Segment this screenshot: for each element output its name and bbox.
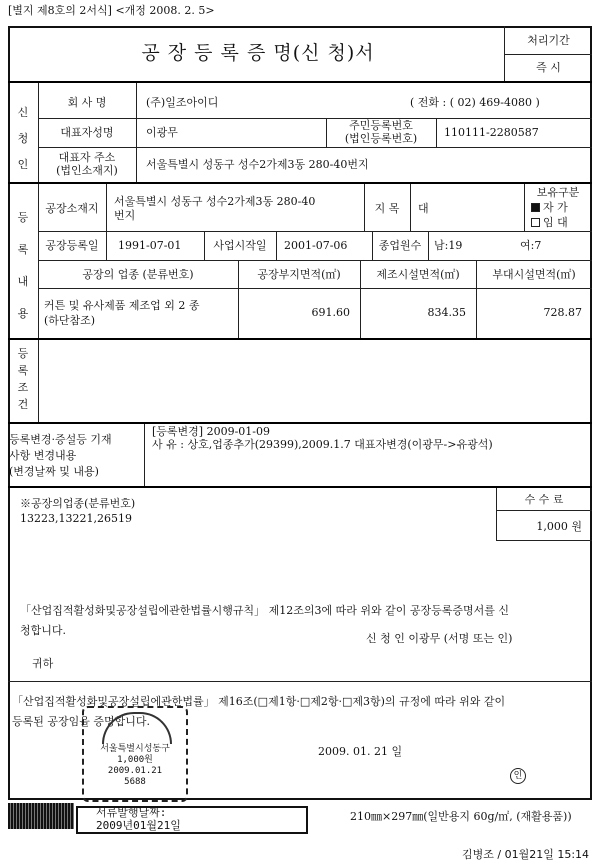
company-value: (주)일조아이디	[146, 96, 219, 109]
certification-statement: 「산업집적활성화및공장설립에관한법률」 제16조(□제1항·□제2항·□제3항)의 규정에 따라 위와 같이 등록된 공장임을 증명합니다.	[12, 695, 506, 728]
aux-value: 728.87	[543, 306, 582, 319]
phone-value: ( 전화 : ( 02) 469-4080 )	[410, 96, 540, 109]
workers-label: 종업원수	[378, 239, 422, 252]
conditions-label: 등 록 조 건	[17, 347, 29, 411]
applicant-sign: 신 청 인 이광무 (서명 또는 인)	[366, 632, 513, 645]
issue-box-text: 서류발행날짜: 2009년01월21일	[96, 806, 181, 832]
col-aux: 부대시설면적(㎡)	[492, 268, 576, 281]
form-frame	[8, 26, 592, 800]
processing-label: 처리기간	[527, 34, 570, 47]
fee-label: 수 수 료	[524, 493, 564, 506]
site-value: 691.60	[311, 306, 350, 319]
addr-value: 서울특별시 성동구 성수2가제3동 280-40번지	[146, 158, 369, 171]
rep-label: 대표자성명	[60, 126, 114, 139]
location-value: 서울특별시 성동구 성수2가제3동 280-40 번지	[114, 195, 316, 222]
changes-value: [등록변경] 2009-01-09 사 유 : 상호,업종추가(29399),2009.1.7 대표자변경(이광무->유광석)	[152, 425, 493, 451]
page-title: 공 장 등 록 증 명(신 청)서	[141, 42, 375, 64]
workers-male: 남:19	[434, 239, 463, 252]
fee-value: 1,000 원	[536, 520, 582, 533]
checked-box-icon	[531, 203, 540, 212]
land-value: 대	[418, 202, 429, 215]
col-industry: 공장의 업종 (분류번호)	[82, 268, 194, 281]
land-label: 지 목	[374, 202, 400, 215]
issue-date: 2009. 01. 21 일	[318, 745, 403, 758]
ownership-own: 자 가	[531, 201, 568, 214]
industry-codes-label: ※공장의업종(분류번호)	[20, 497, 136, 510]
regno-label: 주민등록번호 (법인등록번호)	[344, 119, 418, 145]
industry-value: 커튼 및 유사제품 제조업 외 2 종 (하단참조)	[44, 299, 200, 327]
company-label: 회 사 명	[67, 96, 107, 109]
rep-value: 이광무	[146, 126, 178, 139]
form-header: [별지 제8호의 2서식] <개정 2008. 2. 5>	[8, 4, 215, 17]
ownership-label: 보유구분	[536, 186, 580, 199]
regno-value: 110111-2280587	[444, 126, 539, 139]
col-site: 공장부지면적(㎡)	[257, 268, 341, 281]
start-label: 사업시작일	[213, 239, 267, 252]
processing-value: 즉 시	[536, 61, 561, 74]
ownership-rent: 임 대	[531, 216, 568, 229]
regdate-label: 공장등록일	[45, 239, 99, 252]
addr-label: 대표자 주소 (법인소재지)	[56, 151, 118, 177]
paper-spec: 210㎜×297㎜(일반용지 60g/㎡, (재활용품))	[350, 810, 572, 823]
col-mfg: 제조시설면적(㎡)	[376, 268, 460, 281]
registration-section-label: 등 록 내 용	[17, 211, 29, 320]
mfg-value: 834.35	[427, 306, 466, 319]
official-seal: 인	[510, 768, 526, 784]
start-value: 2001-07-06	[284, 239, 348, 252]
recipient: 귀하	[32, 657, 54, 670]
empty-box-icon	[531, 218, 540, 227]
barcode-block	[8, 803, 74, 829]
industry-codes-value: 13223,13221,26519	[20, 512, 132, 525]
location-label: 공장소재지	[45, 202, 99, 215]
application-statement: 「산업집적활성화및공장설립에관한법률시행규칙」 제12조의3에 따라 위와 같이 공장등록증명서를 신 청합니다.	[20, 604, 510, 637]
changes-label: 등록변경·증설등 기재 사항 변경내용 (변경날짜 및 내용)	[9, 433, 112, 478]
regdate-value: 1991-07-01	[118, 239, 182, 252]
workers-female: 여:7	[520, 239, 542, 252]
applicant-section-label: 신 청 인	[17, 106, 29, 171]
stamp-arch-icon	[102, 712, 172, 744]
footer-print: 김병조 / 01월21일 15:14	[462, 848, 590, 861]
revenue-stamp: 서울특별시성동구 1,000원 2009.01.21 5688	[82, 706, 188, 802]
